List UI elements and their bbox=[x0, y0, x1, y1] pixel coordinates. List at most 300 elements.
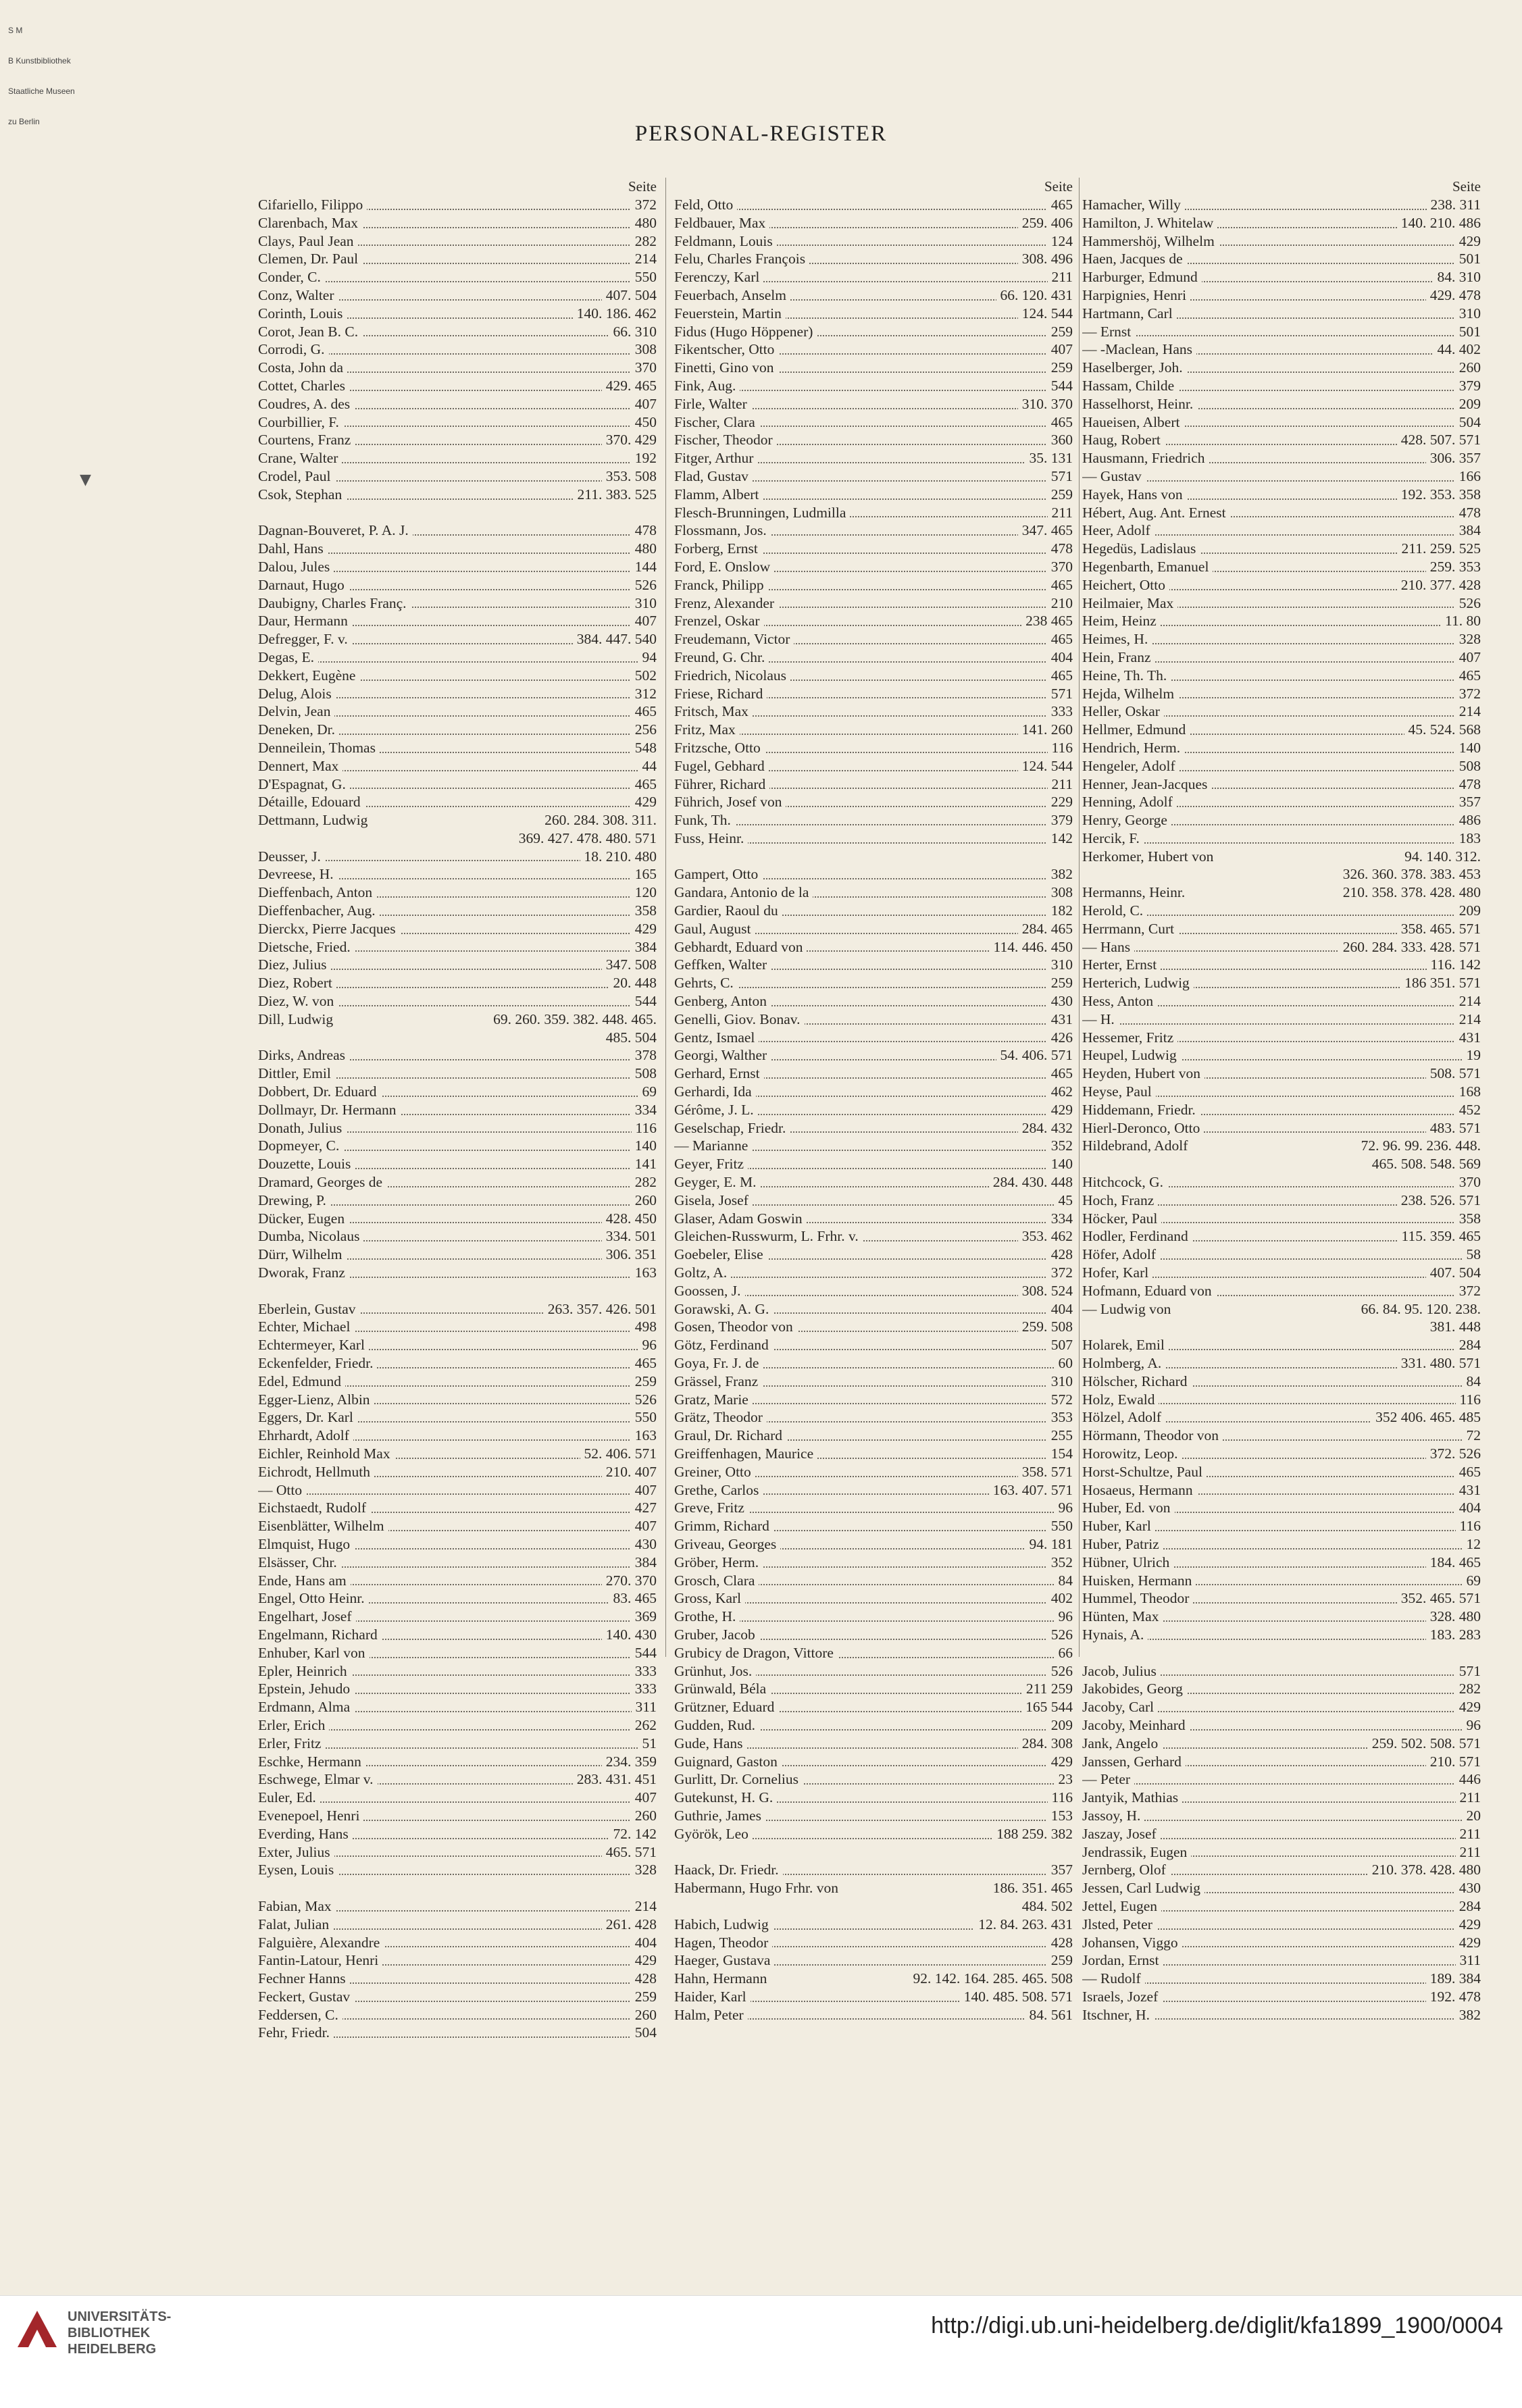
entry-name: Crodel, Paul bbox=[258, 468, 335, 484]
entry-name: Hildebrand, Adolf bbox=[1082, 1137, 1192, 1154]
register-entry bbox=[1082, 1916, 1481, 1934]
entry-pages: 259. 406 bbox=[1018, 214, 1073, 232]
entry-name: Gröber, Herm. bbox=[674, 1554, 763, 1570]
entry-name: Ferenczy, Karl bbox=[674, 269, 763, 285]
entry-pages: 426 bbox=[1047, 1029, 1073, 1047]
entry-name: Funk, Th. bbox=[674, 812, 735, 828]
register-entry bbox=[674, 268, 1073, 286]
register-entry bbox=[674, 1391, 1073, 1409]
register-entry bbox=[258, 793, 657, 811]
register-entry bbox=[258, 2024, 657, 2042]
entry-name: Hynais, A. bbox=[1082, 1626, 1148, 1643]
entry-name: Hejda, Wilhelm bbox=[1082, 686, 1178, 702]
register-entry bbox=[1082, 1083, 1481, 1101]
entry-pages: 261. 428 bbox=[602, 1916, 657, 1934]
register-entry bbox=[1082, 1716, 1481, 1735]
entry-pages: 382 bbox=[1455, 2006, 1481, 2024]
entry-pages: 502 bbox=[631, 667, 657, 685]
register-entry bbox=[674, 992, 1073, 1010]
entry-pages: 429. 465 bbox=[602, 377, 657, 395]
register-entry bbox=[674, 1083, 1073, 1101]
entry-name: Falat, Julian bbox=[258, 1916, 333, 1932]
entry-name: Dirks, Andreas bbox=[258, 1047, 349, 1063]
entry-name: Dürr, Wilhelm bbox=[258, 1246, 346, 1262]
register-entry bbox=[674, 1825, 1073, 1843]
entry-pages: 60 bbox=[1055, 1354, 1073, 1373]
stamp-line: Staatliche Museen bbox=[8, 86, 75, 96]
entry-pages: 260 bbox=[1455, 359, 1481, 377]
register-entry bbox=[674, 1589, 1073, 1608]
entry-name: Corinth, Louis bbox=[258, 305, 347, 322]
entry-pages: 259 bbox=[1047, 974, 1073, 992]
register-entry bbox=[1082, 1554, 1481, 1572]
entry-name: — Otto bbox=[258, 1482, 306, 1498]
entry-name: Grimm, Richard bbox=[674, 1518, 773, 1534]
entry-name: Graul, Dr. Richard bbox=[674, 1427, 786, 1443]
register-entry bbox=[258, 1843, 657, 1862]
entry-pages: 379 bbox=[1047, 811, 1073, 829]
entry-name: Heller, Oskar bbox=[1082, 703, 1164, 719]
register-entry bbox=[1082, 1662, 1481, 1681]
register-entry bbox=[258, 757, 657, 775]
entry-pages: 183. 283 bbox=[1426, 1626, 1481, 1644]
entry-pages: 404 bbox=[1047, 648, 1073, 667]
entry-pages: 140. 186. 462 bbox=[573, 305, 657, 323]
entry-name: Guignard, Gaston bbox=[674, 1753, 782, 1770]
stamp-line: zu Berlin bbox=[8, 117, 40, 126]
entry-pages: 429 bbox=[631, 793, 657, 811]
entry-name: Herterich, Ludwig bbox=[1082, 975, 1194, 991]
entry-name: Hayek, Hans von bbox=[1082, 486, 1187, 503]
entry-pages: 186 351. 571 bbox=[1400, 974, 1481, 992]
entry-name: Herold, C. bbox=[1082, 902, 1147, 919]
register-entry bbox=[1082, 1227, 1481, 1246]
entry-pages: 140. 430 bbox=[602, 1626, 657, 1644]
register-entry bbox=[258, 486, 657, 504]
register-entry bbox=[1082, 395, 1481, 413]
entry-pages: 116. 142 bbox=[1427, 956, 1481, 974]
entry-pages: 407 bbox=[1455, 648, 1481, 667]
entry-name: Greiffenhagen, Maurice bbox=[674, 1445, 817, 1462]
entry-name: Geyger, E. M. bbox=[674, 1174, 761, 1190]
register-entry bbox=[674, 1282, 1073, 1300]
entry-name: Gudden, Rud. bbox=[674, 1717, 759, 1733]
entry-name: Gerhard, Ernst bbox=[674, 1065, 764, 1081]
entry-name: Jassoy, H. bbox=[1082, 1808, 1144, 1824]
entry-pages: 430 bbox=[1455, 1879, 1481, 1897]
entry-name: Herrmann, Curt bbox=[1082, 921, 1178, 937]
register-entry bbox=[258, 1119, 657, 1137]
register-entry bbox=[258, 1481, 657, 1500]
entry-name: Falguière, Alexandre bbox=[258, 1935, 384, 1951]
entry-pages: 571 bbox=[1047, 685, 1073, 703]
register-entry bbox=[258, 1554, 657, 1572]
entry-pages: 452 bbox=[1455, 1101, 1481, 1119]
entry-pages: 210. 377. 428 bbox=[1397, 576, 1481, 594]
entry-pages: 140. 210. 486 bbox=[1397, 214, 1481, 232]
register-entry bbox=[674, 938, 1073, 956]
entry-pages: 378 bbox=[631, 1046, 657, 1065]
register-entry bbox=[674, 721, 1073, 739]
entry-pages: 140 bbox=[1047, 1155, 1073, 1173]
page-title: PERSONAL-REGISTER bbox=[634, 122, 888, 146]
entry-name: Détaille, Edouard bbox=[258, 794, 365, 810]
register-entry bbox=[258, 214, 657, 232]
entry-name: Hahn, Hermann bbox=[674, 1970, 771, 1987]
entry-pages: 328. 480 bbox=[1426, 1608, 1481, 1626]
entry-pages: 238 465 bbox=[1021, 612, 1073, 630]
register-entry bbox=[1082, 359, 1481, 377]
entry-name: Douzette, Louis bbox=[258, 1156, 355, 1172]
logo-line: UNIVERSITÄTS- bbox=[68, 2309, 172, 2324]
entry-name: Devreese, H. bbox=[258, 866, 338, 882]
entry-name: Heyse, Paul bbox=[1082, 1083, 1156, 1100]
register-entry bbox=[258, 1825, 657, 1843]
university-library-logo-icon bbox=[15, 2307, 59, 2351]
entry-pages: 259 bbox=[1047, 359, 1073, 377]
page-column-header: Seite bbox=[1044, 178, 1073, 195]
register-entry bbox=[1082, 1354, 1481, 1373]
entry-name: Flamm, Albert bbox=[674, 486, 763, 503]
entry-name: Jettel, Eugen bbox=[1082, 1898, 1161, 1914]
entry-name: Jordan, Ernst bbox=[1082, 1952, 1163, 1968]
entry-pages: 183 bbox=[1455, 829, 1481, 848]
register-entry bbox=[258, 540, 657, 558]
entry-pages: 45 bbox=[1055, 1192, 1073, 1210]
entry-pages: 210. 358. 378. 428. 480 bbox=[1339, 883, 1481, 902]
register-column-2 bbox=[674, 178, 1073, 2024]
entry-pages: 430 bbox=[1047, 992, 1073, 1010]
register-entry bbox=[258, 1373, 657, 1391]
register-entry bbox=[1082, 1517, 1481, 1535]
leader-dots bbox=[1082, 335, 1481, 336]
entry-name: Györök, Leo bbox=[674, 1826, 753, 1842]
entry-pages: 234. 359 bbox=[602, 1753, 657, 1771]
column-divider bbox=[665, 178, 666, 1657]
register-entry bbox=[674, 1354, 1073, 1373]
entry-name: Guthrie, James bbox=[674, 1808, 765, 1824]
entry-pages: 182 bbox=[1047, 902, 1073, 920]
entry-pages: 35. 131 bbox=[1025, 449, 1073, 467]
entry-name: Gebhardt, Eduard von bbox=[674, 939, 807, 955]
entry-name: Gleichen-Russwurm, L. Frhr. v. bbox=[674, 1228, 863, 1244]
entry-pages: 370 bbox=[1455, 1173, 1481, 1192]
entry-name: Fugel, Gebhard bbox=[674, 758, 769, 774]
register-entry bbox=[258, 1029, 657, 1047]
register-entry bbox=[674, 395, 1073, 413]
entry-pages: 282 bbox=[631, 232, 657, 251]
entry-name: Horowitz, Leop. bbox=[1082, 1445, 1182, 1462]
register-entry bbox=[674, 1535, 1073, 1554]
leader-dots bbox=[258, 1493, 657, 1495]
entry-pages: 353. 508 bbox=[602, 467, 657, 486]
register-entry bbox=[258, 1644, 657, 1662]
entry-name: Hébert, Aug. Ant. Ernest bbox=[1082, 505, 1230, 521]
register-entry bbox=[674, 1155, 1073, 1173]
register-entry bbox=[674, 214, 1073, 232]
register-entry bbox=[258, 883, 657, 902]
entry-pages: 526 bbox=[1047, 1626, 1073, 1644]
entry-name: Gruber, Jacob bbox=[674, 1626, 759, 1643]
entry-pages: 429 bbox=[1047, 1101, 1073, 1119]
register-entry bbox=[258, 413, 657, 432]
source-url-link[interactable]: http://digi.ub.uni-heidelberg.de/diglit/kfa1899_1900/0004 bbox=[931, 2313, 1503, 2338]
entry-pages: 163 bbox=[631, 1427, 657, 1445]
entry-name: Clarenbach, Max bbox=[258, 215, 362, 231]
entry-name: Hermanns, Heinr. bbox=[1082, 884, 1189, 900]
register-entry bbox=[674, 775, 1073, 794]
entry-name: Eberlein, Gustav bbox=[258, 1301, 360, 1317]
entry-pages: 58 bbox=[1463, 1246, 1481, 1264]
entry-pages: 526 bbox=[631, 576, 657, 594]
register-entry bbox=[1082, 1481, 1481, 1500]
entry-name: Huber, Patriz bbox=[1082, 1536, 1163, 1552]
register-entry bbox=[1082, 1897, 1481, 1916]
entry-name: Dalou, Jules bbox=[258, 559, 334, 575]
entry-name: Jantyik, Mathias bbox=[1082, 1789, 1182, 1805]
register-entry bbox=[258, 1934, 657, 1952]
register-entry bbox=[1082, 793, 1481, 811]
register-entry bbox=[258, 1680, 657, 1698]
register-entry bbox=[258, 1173, 657, 1192]
entry-pages: 140 bbox=[631, 1137, 657, 1155]
entry-pages: 334 bbox=[1047, 1210, 1073, 1228]
entry-name: Grützner, Eduard bbox=[674, 1699, 778, 1715]
entry-name: — Gustav bbox=[1082, 468, 1146, 484]
entry-pages: 465 bbox=[1455, 667, 1481, 685]
entry-name: Goya, Fr. J. de bbox=[674, 1355, 763, 1371]
entry-name: Erler, Fritz bbox=[258, 1735, 325, 1751]
entry-name: Eckenfelder, Friedr. bbox=[258, 1355, 377, 1371]
entry-pages: 116 bbox=[1456, 1517, 1481, 1535]
entry-name: Gross, Karl bbox=[674, 1590, 745, 1606]
entry-pages: 12. 84. 263. 431 bbox=[974, 1916, 1073, 1934]
entry-name: Griveau, Georges bbox=[674, 1536, 780, 1552]
register-entry bbox=[674, 1951, 1073, 1970]
entry-name: Fehr, Friedr. bbox=[258, 2024, 334, 2041]
register-entry bbox=[674, 648, 1073, 667]
entry-name: Dollmayr, Dr. Hermann bbox=[258, 1102, 401, 1118]
register-entry bbox=[674, 1572, 1073, 1590]
register-entry bbox=[1082, 1626, 1481, 1644]
university-library-logo-text bbox=[68, 2309, 171, 2357]
entry-name: Greiner, Otto bbox=[674, 1464, 755, 1480]
entry-pages: 72. 142 bbox=[609, 1825, 657, 1843]
register-entry bbox=[258, 1354, 657, 1373]
entry-pages: 12 bbox=[1463, 1535, 1481, 1554]
entry-name: Hosaeus, Hermann bbox=[1082, 1482, 1197, 1498]
entry-name: Feld, Otto bbox=[674, 197, 737, 213]
entry-name: Harpignies, Henri bbox=[1082, 287, 1190, 303]
entry-name: Friese, Richard bbox=[674, 686, 767, 702]
entry-name: Engelmann, Richard bbox=[258, 1626, 382, 1643]
register-entry bbox=[1082, 630, 1481, 648]
entry-pages: 96 bbox=[1055, 1608, 1073, 1626]
entry-name: Hiddemann, Friedr. bbox=[1082, 1102, 1200, 1118]
entry-name: Holmberg, A. bbox=[1082, 1355, 1165, 1371]
entry-name: Henning, Adolf bbox=[1082, 794, 1177, 810]
entry-name: Dietsche, Fried. bbox=[258, 939, 355, 955]
register-entry bbox=[1082, 196, 1481, 214]
entry-name: Hagen, Theodor bbox=[674, 1935, 772, 1951]
entry-pages: 369. 427. 478. 480. 571 bbox=[518, 829, 657, 846]
register-entry bbox=[258, 576, 657, 594]
entry-pages: 465 bbox=[1047, 667, 1073, 685]
entry-pages: 84 bbox=[1055, 1572, 1073, 1590]
register-entry bbox=[1082, 1970, 1481, 1988]
entry-pages: 44 bbox=[638, 757, 657, 775]
entry-name: Haider, Karl bbox=[674, 1989, 751, 2005]
entry-pages: 328 bbox=[631, 1861, 657, 1879]
register-entry bbox=[1082, 1300, 1481, 1318]
entry-name: Eschke, Hermann bbox=[258, 1753, 365, 1770]
entry-name: Gampert, Otto bbox=[674, 866, 762, 882]
register-entry bbox=[674, 1119, 1073, 1137]
entry-name: Hausmann, Friedrich bbox=[1082, 450, 1209, 466]
entry-name: Drewing, P. bbox=[258, 1192, 330, 1208]
entry-name: Engel, Otto Heinr. bbox=[258, 1590, 369, 1606]
entry-name: Haen, Jacques de bbox=[1082, 251, 1187, 267]
entry-pages: 116 bbox=[1048, 1789, 1073, 1807]
entry-name: Hörmann, Theodor von bbox=[1082, 1427, 1223, 1443]
entry-pages: 465 bbox=[1047, 1065, 1073, 1083]
entry-name: Fikentscher, Otto bbox=[674, 341, 778, 357]
register-entry bbox=[1082, 1951, 1481, 1970]
entry-pages: 429 bbox=[631, 920, 657, 938]
entry-name: Herkomer, Hubert von bbox=[1082, 848, 1217, 865]
register-entry bbox=[1082, 1463, 1481, 1481]
entry-pages: 465 bbox=[1455, 1463, 1481, 1481]
entry-pages: 165 544 bbox=[1021, 1698, 1073, 1716]
page-column-header: Seite bbox=[1452, 178, 1481, 195]
register-entry bbox=[258, 1535, 657, 1554]
entry-name: Henner, Jean-Jacques bbox=[1082, 776, 1211, 792]
register-entry bbox=[674, 1988, 1073, 2006]
entry-pages: 229 bbox=[1047, 793, 1073, 811]
entry-name: Goltz, A. bbox=[674, 1264, 731, 1281]
entry-pages: 211. 259. 525 bbox=[1398, 540, 1481, 558]
register-entry bbox=[1082, 268, 1481, 286]
entry-pages: 210. 407 bbox=[602, 1463, 657, 1481]
entry-pages: 486 bbox=[1455, 811, 1481, 829]
entry-pages: 428. 450 bbox=[602, 1210, 657, 1228]
register-entry bbox=[258, 775, 657, 794]
entry-pages: 163 bbox=[631, 1264, 657, 1282]
register-entry bbox=[674, 1065, 1073, 1083]
entry-pages: 96 bbox=[1055, 1499, 1073, 1517]
register-entry bbox=[258, 956, 657, 974]
entry-pages: 141 bbox=[631, 1155, 657, 1173]
register-entry bbox=[258, 1608, 657, 1626]
register-entry bbox=[1082, 594, 1481, 613]
entry-name: Heine, Th. Th. bbox=[1082, 667, 1171, 684]
register-entry bbox=[1082, 1210, 1481, 1228]
register-entry bbox=[674, 685, 1073, 703]
register-entry bbox=[258, 250, 657, 268]
leader-dots bbox=[674, 1277, 1073, 1278]
register-entry bbox=[1082, 340, 1481, 359]
register-entry bbox=[674, 1137, 1073, 1155]
entry-pages: 429 bbox=[1047, 1753, 1073, 1771]
register-entry bbox=[1082, 974, 1481, 992]
entry-pages: 256 bbox=[631, 721, 657, 739]
entry-name: Gérôme, J. L. bbox=[674, 1102, 758, 1118]
entry-name: Erdmann, Alma bbox=[258, 1699, 354, 1715]
entry-pages: 428 bbox=[1047, 1246, 1073, 1264]
entry-pages: 428 bbox=[1047, 1934, 1073, 1952]
register-entry bbox=[1082, 702, 1481, 721]
register-entry bbox=[1082, 1445, 1481, 1463]
entry-pages: 429. 478 bbox=[1426, 286, 1481, 305]
register-entry bbox=[1082, 232, 1481, 251]
entry-pages: 140. 485. 508. 571 bbox=[960, 1988, 1073, 2006]
entry-name: Flossmann, Jos. bbox=[674, 522, 771, 538]
entry-pages: 384 bbox=[631, 938, 657, 956]
entry-name: Eichstaedt, Rudolf bbox=[258, 1500, 370, 1516]
entry-pages: 358. 571 bbox=[1018, 1463, 1073, 1481]
entry-pages: 116 bbox=[632, 1119, 657, 1137]
entry-name: Echtermeyer, Karl bbox=[258, 1337, 369, 1353]
entry-name: Hamilton, J. Whitelaw bbox=[1082, 215, 1217, 231]
register-entry bbox=[1082, 1010, 1481, 1029]
entry-pages: 262 bbox=[631, 1716, 657, 1735]
entry-pages: 51 bbox=[638, 1735, 657, 1753]
entry-name: Grünwald, Béla bbox=[674, 1681, 770, 1697]
entry-pages: 238. 311 bbox=[1427, 196, 1481, 214]
register-entry bbox=[674, 1499, 1073, 1517]
register-entry bbox=[1082, 1572, 1481, 1590]
entry-pages: 465 bbox=[1047, 576, 1073, 594]
entry-name: Jacob, Julius bbox=[1082, 1663, 1161, 1679]
entry-pages: 84. 310 bbox=[1434, 268, 1481, 286]
entry-name: Henry, George bbox=[1082, 812, 1171, 828]
entry-pages: 188 259. 382 bbox=[992, 1825, 1073, 1843]
entry-name: Geyer, Fritz bbox=[674, 1156, 748, 1172]
register-entry bbox=[1082, 1589, 1481, 1608]
register-entry bbox=[674, 1173, 1073, 1192]
entry-name: Jendrassik, Eugen bbox=[1082, 1844, 1191, 1860]
entry-pages: 163. 407. 571 bbox=[989, 1481, 1073, 1500]
entry-pages: 115. 359. 465 bbox=[1398, 1227, 1481, 1246]
entry-pages: 465 bbox=[1047, 413, 1073, 432]
register-entry bbox=[1082, 811, 1481, 829]
register-entry bbox=[674, 1336, 1073, 1354]
entry-pages: 465. 508. 548. 569 bbox=[1371, 1156, 1481, 1173]
entry-pages: 310 bbox=[1455, 305, 1481, 323]
register-entry bbox=[1082, 377, 1481, 395]
entry-name: Dramard, Georges de bbox=[258, 1174, 386, 1190]
entry-pages: 379 bbox=[1455, 377, 1481, 395]
register-entry bbox=[674, 323, 1073, 341]
entry-pages: 310 bbox=[1047, 1373, 1073, 1391]
library-stamp bbox=[8, 5, 75, 137]
entry-name: Führich, Josef von bbox=[674, 794, 786, 810]
entry-name: Höcker, Paul bbox=[1082, 1210, 1161, 1227]
entry-pages: 382 bbox=[1047, 865, 1073, 883]
entry-pages: 334 bbox=[631, 1101, 657, 1119]
entry-pages: 548 bbox=[631, 739, 657, 757]
entry-name: Jakobides, Georg bbox=[1082, 1681, 1187, 1697]
entry-pages: 311 bbox=[632, 1698, 657, 1716]
entry-pages: 430 bbox=[631, 1535, 657, 1554]
entry-name: Dumba, Nicolaus bbox=[258, 1228, 363, 1244]
entry-name: Courbillier, F. bbox=[258, 414, 343, 430]
entry-pages: 19 bbox=[1463, 1046, 1481, 1065]
entry-pages: 483. 571 bbox=[1426, 1119, 1481, 1137]
entry-pages: 372 bbox=[1455, 685, 1481, 703]
entry-name: Epstein, Jehudo bbox=[258, 1681, 354, 1697]
entry-pages: 347. 465 bbox=[1018, 521, 1073, 540]
